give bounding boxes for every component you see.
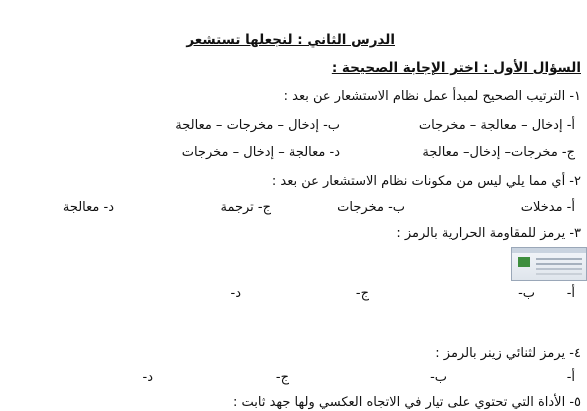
q3-option-a[interactable]: أ- (566, 286, 575, 301)
image-green-block (518, 257, 530, 267)
q4-option-b[interactable]: ب- (430, 370, 447, 385)
q2-option-d[interactable]: د- معالجة (62, 200, 114, 215)
q2-stem: ٢- أي مما يلي ليس من مكونات نظام الاستشعار عن بعد : (271, 174, 581, 189)
q4-option-a[interactable]: أ- (566, 370, 575, 385)
question-section-heading: السؤال الأول : اختر الإجابة الصحيحة : (331, 60, 581, 76)
q3-option-d[interactable]: د- (230, 286, 241, 301)
thermistor-symbol-image (511, 247, 587, 281)
q2-option-b[interactable]: ب- مخرجات (337, 200, 405, 215)
q1-option-c[interactable]: ج- مخرجات– إدخال– معالجة (422, 145, 575, 160)
q4-stem: ٤- يرمز لثنائي زينر بالرمز : (435, 346, 581, 361)
q1-option-a[interactable]: أ- إدخال – معالجة – مخرجات (418, 118, 575, 133)
q3-stem: ٣- يرمز للمقاومة الحرارية بالرمز : (396, 226, 581, 241)
q4-option-d[interactable]: د- (142, 370, 153, 385)
q1-option-d[interactable]: د- معالجة – إدخال – مخرجات (181, 145, 340, 160)
q3-option-c[interactable]: ج- (355, 286, 369, 301)
q3-option-b[interactable]: ب- (518, 286, 535, 301)
lesson-title: الدرس الثاني : لنجعلها تستشعر (186, 32, 395, 48)
q2-option-c[interactable]: ج- ترجمة (220, 200, 271, 215)
q1-option-b[interactable]: ب- إدخال – مخرجات – معالجة (175, 118, 340, 133)
q5-stem-partial: ٥- الأداة التي تحتوي على تيار في الاتجاه العكسي ولها جهد ثابت : (232, 395, 581, 410)
image-text-lines (536, 258, 582, 260)
image-title-bar (512, 248, 586, 253)
q2-option-a[interactable]: أ- مدخلات (520, 200, 575, 215)
q4-option-c[interactable]: ج- (275, 370, 289, 385)
q1-stem: ١- الترتيب الصحيح لمبدأ عمل نظام الاستشعار عن بعد : (283, 89, 581, 104)
